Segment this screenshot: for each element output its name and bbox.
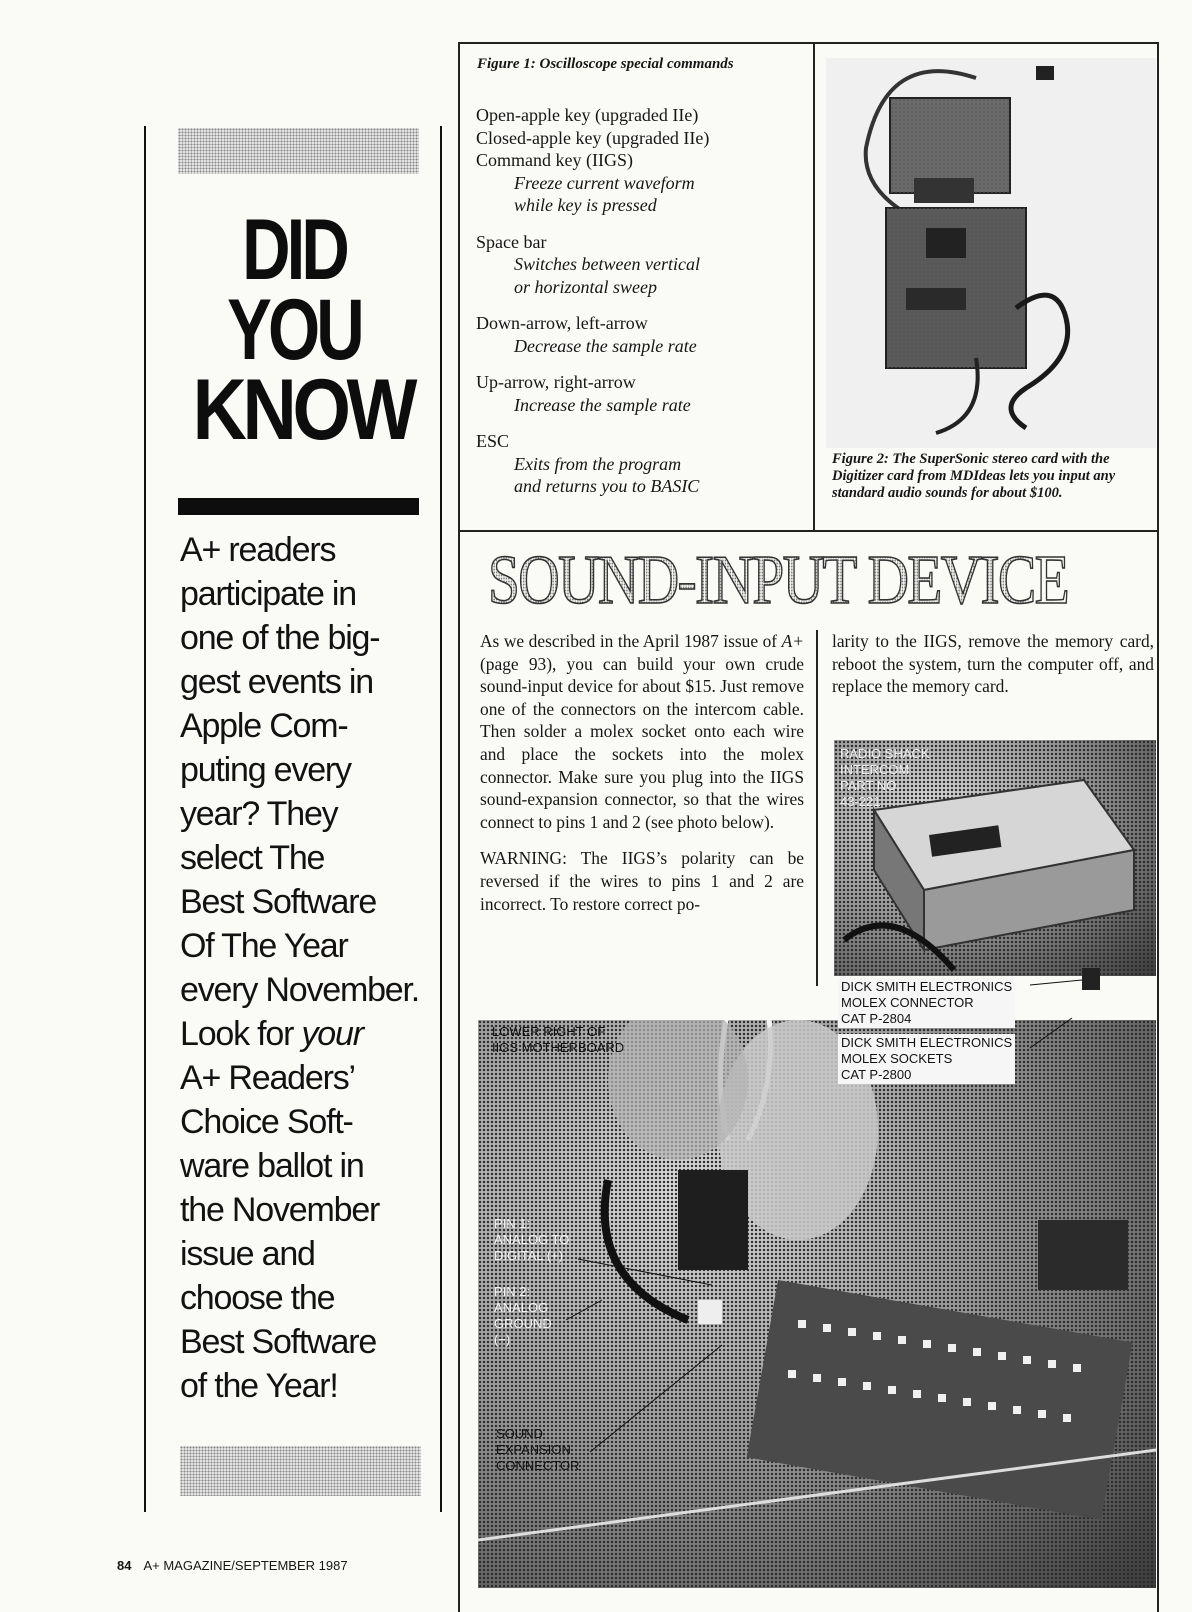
command-key: Open-apple key (upgraded IIe) [476,105,699,125]
pin1-label: PIN 1: ANALOG TO DIGITAL (+) [494,1216,570,1263]
sidebar-line: of the Year! [180,1367,338,1405]
sidebar-line: Choice Soft- [180,1103,353,1141]
sidebar-line-emphasis: your [301,1015,363,1053]
command-key: ESC [476,431,510,451]
sidebar-line: participate in [180,575,356,613]
article-headline: SOUND-INPUT DEVICE [488,542,1069,619]
command-description: Freeze current waveform [514,172,695,193]
command-description: and returns you to BASIC [514,476,700,496]
sidebar-line: Best Software [180,883,377,921]
sidebar-line: Best Software [180,1323,377,1361]
sidebar-line: choose the [180,1279,335,1317]
sidebar-line-start: Look for [180,1015,302,1053]
command-description: while key is pressed [514,195,657,215]
molex-sockets-label: DICK SMITH ELECTRONICS MOLEX SOCKETS CAT P-2800 [838,1034,1015,1084]
magazine-name: A+ [781,631,804,651]
paragraph-1-rest: (page 93), you can build your own crude sound-input device for about $15. Just remove one of the connectors on the intercom cable. Then solder a molex socket onto each wire and place the sockets into the molex connector. Make sure you plug into the IIGS sound-expansion connector, so that the wires connect to pins 1 and 2 (see photo below). [480,653,804,832]
article-paragraph-2: larity to the IIGS, remove the memory card, reboot the system, turn the computer off, and replace the memory card. [832,631,1154,697]
command-description: Exits from the program [514,453,682,474]
command-description: Increase the sample rate [514,394,691,415]
article-warning: WARNING: The IIGS’s polarity can be reversed if the wires to pins 1 and 2 are incorrect. To restore correct po- [480,848,804,914]
sidebar-line: issue and [180,1235,315,1273]
figure1-caption: Figure 1: Oscilloscope special commands [477,56,734,72]
command-key: Space bar [476,231,547,252]
publication-line: A+ MAGAZINE/SEPTEMBER 1987 [143,1558,348,1573]
sidebar-line: Apple Com- [180,707,348,745]
sidebar-line: ware ballot in [180,1147,364,1185]
command-description: Decrease the sample rate [514,335,697,356]
command-key: Down-arrow, left-arrow [476,313,648,333]
command-key: Up-arrow, right-arrow [476,372,636,392]
headline-know: KNOW [192,362,414,458]
sidebar-line: select The [180,839,325,877]
sidebar-line: the November [180,1191,380,1229]
paragraph-1-start: As we described in the April 1987 issue of [480,631,782,651]
command-key: Closed-apple key (upgraded IIe) [476,127,710,148]
sound-connector-label: SOUND EXPANSION CONNECTOR [496,1426,580,1473]
headline-did: DID [242,202,346,298]
motherboard-label: LOWER RIGHT OF IIGS MOTHERBOARD [492,1024,625,1055]
sidebar-line: A+ readers [180,531,336,569]
figure2-caption: Figure 2: The SuperSonic stereo card with the Digitizer card from MDIdeas lets you input any standard audio sounds for about $100. [832,451,1116,501]
command-key: Command key (IIGS) [476,150,633,170]
sidebar-line: A+ Readers’ [180,1059,355,1097]
sidebar-line: Of The Year [180,927,348,965]
molex-connector-label: DICK SMITH ELECTRONICS MOLEX CONNECTOR CAT P-2804 [838,978,1015,1028]
page-number: 84 [117,1558,132,1573]
pin2-label: PIN 2: ANALOG GROUND (−) [494,1284,552,1347]
sidebar-line: gest events in [180,663,373,701]
sidebar-line: every November. [180,971,419,1009]
sidebar-line: year? They [180,795,338,833]
sidebar-line: one of the big- [180,619,380,657]
command-description: or horizontal sweep [514,276,658,297]
command-description: Switches between vertical [514,254,700,274]
headline-you: YOU [227,282,361,378]
page-footer [117,1558,348,1573]
intercom-label: RADIO SHACK INTERCOM PART NO. 43-221 [840,746,930,809]
sidebar-line: puting every [180,751,351,789]
